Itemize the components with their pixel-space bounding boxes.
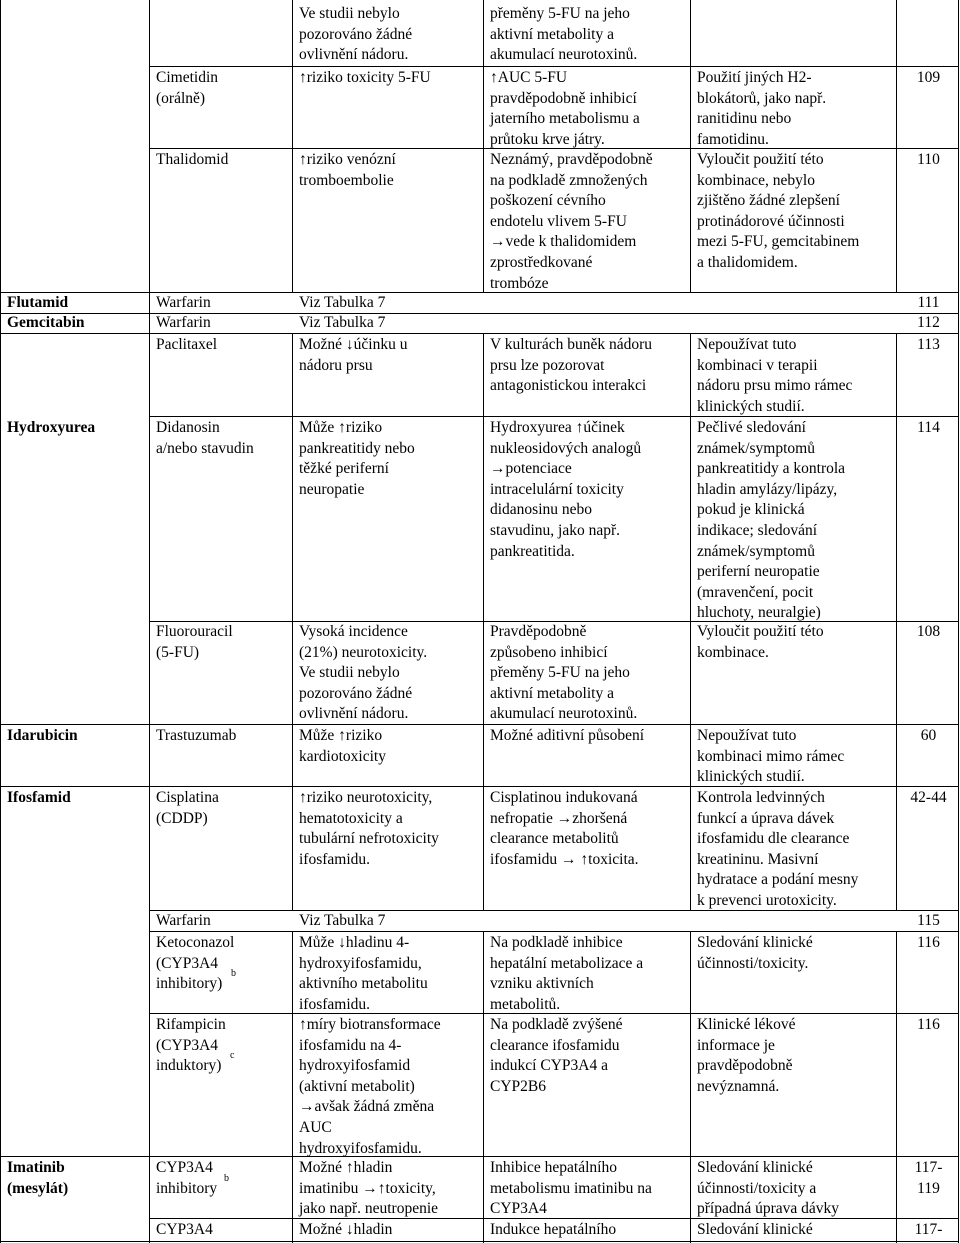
effect-cell: Viz Tabulka 7: [299, 314, 386, 331]
reference-cell: 109: [916, 69, 941, 86]
interacting-drug-cell: Cimetidin (orálně): [156, 69, 218, 107]
effect-cell: ↑riziko venózní tromboembolie: [299, 151, 396, 189]
interacting-drug-cell: Warfarin: [156, 314, 211, 331]
column-divider: [896, 333, 897, 911]
row-divider: [149, 931, 958, 932]
column-divider: [292, 931, 293, 1243]
effect-cell: Může ↓hladinu 4- hydroxyifosfamidu, aktivního metabolitu ifosfamidu.: [299, 934, 428, 1013]
effect-cell: Vysoká incidence (21%) neurotoxicity. Ve studii nebylo pozorováno žádné ovlivnění nádoru.: [299, 623, 428, 723]
row-divider: [0, 724, 958, 725]
row-divider: [149, 66, 958, 67]
reference-cell: 116: [917, 934, 940, 951]
interacting-drug-cell: Fluorouracil (5-FU): [156, 623, 233, 661]
recommendation-cell: Pečlivé sledování známek/symptomů pankreatitidy a kontrola hladin amylázy/lipázy, pokud je klinická indikace; sledování známek/symptomů periferní neuropatie (mravenčení, pocit hluchoty, neuralgie): [697, 419, 846, 622]
row-divider: [0, 1241, 958, 1242]
reference-cell: 42-44: [910, 789, 947, 806]
mechanism-cell: Na podkladě zvýšené clearance ifosfamidu indukcí CYP3A4 a CYP2B6: [490, 1016, 623, 1095]
effect-cell: ↑riziko toxicity 5-FU: [299, 69, 431, 86]
recommendation-cell: Vyloučit použití této kombinace, nebylo zjištěno žádné zlepšení protinádorové účinnosti mezi 5-FU, gemcitabinem a thalidomidem.: [697, 151, 860, 271]
row-divider: [0, 333, 958, 334]
reference-cell: 111: [917, 294, 940, 311]
mechanism-cell: přeměny 5-FU na jeho aktivní metabolity a akumulací neurotoxinů.: [490, 5, 638, 64]
mechanism-cell: Inhibice hepatálního metabolismu imatinibu na CYP3A4: [490, 1159, 652, 1218]
recommendation-cell: Nepoužívat tuto kombinaci mimo rámec klinických studií.: [697, 727, 845, 786]
column-divider: [292, 0, 293, 292]
row-divider: [0, 313, 958, 314]
recommendation-cell: Sledování klinické: [697, 1221, 813, 1238]
column-divider: [149, 0, 150, 1243]
recommendation-cell: Kontrola ledvinných funkcí a úprava dávek ifosfamidu dle clearance kreatininu. Masivní hydratace a podání mesny k prevenci urotoxicity.: [697, 789, 859, 909]
footnote-mark: b: [224, 1173, 229, 1184]
effect-cell: Možné ↓účinku u nádoru prsu: [299, 336, 408, 374]
drug-name-cell: Ifosfamid: [7, 789, 71, 806]
drug-name-cell: Hydroxyurea: [7, 419, 96, 436]
reference-cell: 114: [917, 419, 940, 436]
recommendation-cell: Sledování klinické účinnosti/toxicity.: [697, 934, 813, 972]
column-divider: [958, 0, 959, 1243]
recommendation-cell: Použití jiných H2- blokátorů, jako např. ranitidinu nebo famotidinu.: [697, 69, 827, 148]
reference-cell: 108: [916, 623, 941, 640]
mechanism-cell: V kulturách buněk nádoru prsu lze pozorovat antagonistickou interakci: [490, 336, 652, 395]
reference-cell: 117-: [914, 1221, 943, 1238]
recommendation-cell: Nepoužívat tuto kombinaci v terapii nádoru prsu mimo rámec klinických studií.: [697, 336, 853, 415]
drug-name-cell: Flutamid: [7, 294, 69, 311]
reference-cell: 113: [917, 336, 940, 353]
mechanism-cell: ↑AUC 5-FU pravděpodobně inhibicí jaterního metabolismu a průtoku krve játry.: [490, 69, 640, 148]
drug-name-cell: Imatinib (mesylát): [7, 1159, 69, 1197]
drug-name-cell: Gemcitabin: [7, 314, 85, 331]
interacting-drug-cell: Rifampicin (CYP3A4 induktory): [156, 1016, 226, 1075]
column-divider: [690, 333, 691, 911]
reference-cell: 60: [920, 727, 937, 744]
effect-cell: Viz Tabulka 7: [299, 912, 386, 929]
interacting-drug-cell: Cisplatina (CDDP): [156, 789, 219, 827]
effect-cell: Viz Tabulka 7: [299, 294, 386, 311]
interacting-drug-cell: Thalidomid: [156, 151, 229, 168]
mechanism-cell: Na podkladě inhibice hepatální metabolizace a vzniku aktivních metabolitů.: [490, 934, 644, 1013]
mechanism-cell: Možné aditivní působení: [490, 727, 645, 744]
column-divider: [483, 0, 484, 292]
reference-cell: 110: [917, 151, 940, 168]
column-divider: [483, 333, 484, 911]
column-divider: [690, 0, 691, 292]
interacting-drug-cell: Trastuzumab: [156, 727, 237, 744]
effect-cell: ↑riziko neurotoxicity, hematotoxicity a tubulární nefrotoxicity ifosfamidu.: [299, 789, 439, 868]
column-divider: [896, 931, 897, 1243]
footnote-mark: b: [231, 968, 236, 979]
effect-cell: Může ↑riziko kardiotoxicity: [299, 727, 386, 765]
interacting-drug-cell: CYP3A4: [156, 1221, 213, 1238]
row-divider: [0, 292, 958, 293]
row-divider: [0, 1156, 958, 1157]
interacting-drug-cell: Didanosin a/nebo stavudin: [156, 419, 254, 457]
reference-cell: 116: [917, 1016, 940, 1033]
recommendation-cell: Sledování klinické účinnosti/toxicity a případná úprava dávky: [697, 1159, 840, 1218]
drug-name-cell: Idarubicin: [7, 727, 78, 744]
reference-cell: 112: [917, 314, 940, 331]
effect-cell: ↑míry biotransformace ifosfamidu na 4- hydroxyifosfamid (aktivní metabolit) →avšak žádná změna AUC hydroxyifosfamidu.: [299, 1016, 441, 1157]
mechanism-cell: Indukce hepatálního: [490, 1221, 617, 1238]
interacting-drug-cell: Ketoconazol (CYP3A4 inhibitory): [156, 934, 235, 993]
effect-cell: Může ↑riziko pankreatitidy nebo těžké periferní neuropatie: [299, 419, 415, 498]
column-divider: [896, 0, 897, 292]
mechanism-cell: Neznámý, pravděpodobně na podkladě zmnožených poškození cévního endotelu vlivem 5-FU →vede k thalidomidem zprostředkované trombóze: [490, 151, 653, 292]
effect-cell: Možné ↑hladin imatinibu →↑toxicity, jako např. neutropenie: [299, 1159, 439, 1218]
effect-cell: Možné ↓hladin: [299, 1221, 393, 1238]
column-divider: [690, 931, 691, 1243]
interacting-drug-cell: Warfarin: [156, 294, 211, 311]
mechanism-cell: Pravděpodobně způsobeno inhibicí přeměny 5-FU na jeho aktivní metabolity a akumulací neurotoxinů.: [490, 623, 638, 723]
reference-cell: 115: [917, 912, 940, 929]
footnote-mark: c: [230, 1050, 235, 1061]
column-divider: [0, 0, 1, 1243]
mechanism-cell: Cisplatinou indukovaná nefropatie →zhoršená clearance metabolitů ifosfamidu → ↑toxicita.: [490, 789, 639, 868]
effect-cell: Ve studii nebylo pozorováno žádné ovlivnění nádoru.: [299, 5, 413, 64]
recommendation-cell: Vyloučit použití této kombinace.: [697, 623, 824, 661]
recommendation-cell: Klinické lékové informace je pravděpodobně nevýznamná.: [697, 1016, 796, 1095]
column-divider: [483, 931, 484, 1243]
mechanism-cell: Hydroxyurea ↑účinek nukleosidových analogů →potenciace intracelulární toxicity didanosinu nebo stavudinu, jako např. pankreatitida.: [490, 419, 642, 560]
column-divider: [292, 333, 293, 911]
interacting-drug-cell: CYP3A4 inhibitory: [156, 1159, 218, 1197]
reference-cell: 117- 119: [914, 1159, 943, 1197]
interacting-drug-cell: Paclitaxel: [156, 336, 218, 353]
interacting-drug-cell: Warfarin: [156, 912, 211, 929]
